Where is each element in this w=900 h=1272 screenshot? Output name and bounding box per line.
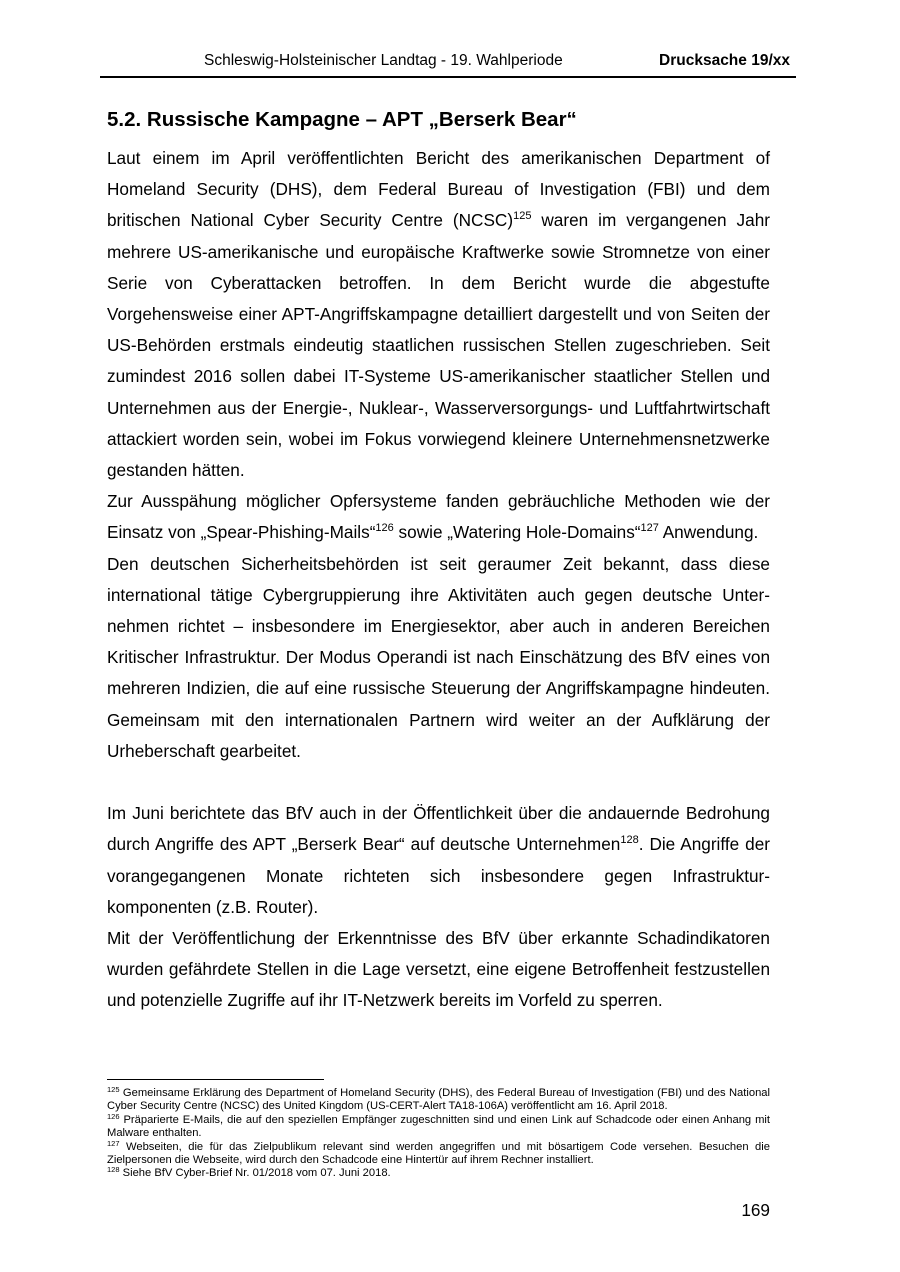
paragraph-4-text-b: . Die Angriffe der vorangegangenen Monate richteten sich insbesondere gegen Infrastruktur-komponenten (z.B. Router). [107,834,770,917]
paragraph-1-text-a: Laut einem im April veröffentlichten Bericht des amerikanischen Department of Homeland Security (DHS), dem Federal Bureau of Investigation (FBI) und dem britischen National Cyber Security Centre (NCSC) [107,148,770,231]
footnote-125 [107,1087,770,1114]
paragraph-2 [107,486,770,548]
footnote-text: Gemeinsame Erklärung des Department of Homeland Security (DHS), des Federal Bureau of Investigation (FBI) und des National Cyber Security Centre (NCSC) des United Kingdom (US-CERT-Alert TA18-106A) veröffentlicht am 16. April 2018. [107,1087,770,1113]
footnotes [107,1087,770,1181]
paragraph-3: Den deutschen Sicherheitsbehörden ist seit geraumer Zeit bekannt, dass diese international tätige Cybergruppierung ihre Aktivitäten auch gegen deutsche Unternehmen richtet – insbesondere im Energiesektor, aber auch in anderen Bereichen Kritischer Infrastruktur. Der Modus Operandi ist nach Einschätzung des BfV eines von mehreren Indizien, die auf eine russische Steuerung der Angriffskampagne hindeuten. Gemeinsam mit den internationalen Partnern wird weiter an der Aufklärung der Urheberschaft gearbeitet. [107,553,770,761]
footnote-126 [107,1111,770,1141]
footnote-text: Siehe BfV Cyber-Brief Nr. 01/2018 vom 07. Juni 2018. [119,1167,391,1180]
body-text [107,143,770,1017]
section-heading: 5.2. Russische Kampagne – APT „Berserk Bear“ [107,108,577,131]
footnote-number: 127 [107,1138,120,1148]
paragraph-1-text-b: waren im vergangenen Jahr mehrere US-amerikanische und europäische Kraftwerke sowie Stromnetze von einer Serie von Cyberattacken betroffen. In dem Bericht wurde die abgestufte Vorgehensweise einer APT-Angriffskampagne detailliert dargestellt und von Seiten der US-Behörden erstmals eindeutig staatlichen russischen Stellen zugeschrieben. Seit zumindest 2016 sollen dabei IT-Systeme US-amerikanischer staatlicher Stellen und Unternehmen aus der Energie-, Nuklear-, Wasserversorgungs- und Luftfahrtwirtschaft attackiert worden sein, wobei im Fokus vorwiegend kleinere Unternehmensnetzwerke gestanden hätten. [107,210,770,481]
document-number: Drucksache 19/xx [659,52,790,69]
footnote-ref-126[interactable]: 126 [375,522,394,535]
footnote-number: 126 [107,1111,120,1121]
paragraph-2-text-c: Anwendung. [658,522,759,543]
footnote-ref-128[interactable]: 128 [620,834,639,847]
footnote-text: Webseiten, die für das Zielpublikum relevant sind werden angegriffen und mit bösartigem Code versehen. Besuchen die Zielpersonen die Webseite, wird durch den Schadcode eine Hintertür auf ihrem Rechner installiert. [107,1140,770,1167]
footnote-128 [107,1167,770,1180]
footnote-ref-125[interactable]: 125 [513,210,532,223]
footnote-ref-127[interactable]: 127 [640,522,659,535]
paragraph-4 [107,798,770,923]
footnote-text: Präparierte E-Mails, die auf den speziellen Empfänger zugeschnitten sind und einen Link auf Schadcode oder einen Anhang mit Malware enthalten. [107,1113,770,1140]
paragraph-2-text-b: sowie „Watering Hole-Domains“ [393,522,641,543]
footnote-number: 128 [107,1165,120,1175]
footnote-127 [107,1138,770,1168]
header-title: Schleswig-Holsteinischer Landtag - 19. Wahlperiode [204,52,563,69]
footnote-number: 125 [107,1085,120,1094]
paragraph-2-text-a: Zur Ausspähung möglicher Opfersysteme fanden gebräuchliche Methoden wie der Einsatz von „Spear-Phishing-Mails“ [107,491,770,543]
paragraph-1 [107,143,770,486]
footnote-divider [107,1079,324,1080]
page-number: 169 [741,1200,770,1220]
paragraph-5: Mit der Veröffentlichung der Erkenntnisse des BfV über erkannte Schadindikatoren wurden gefährdete Stellen in die Lage versetzt, eine eigene Betroffenheit festzustellen und potenzielle Zugriffe auf ihr IT-Netzwerk bereits im Vorfeld zu sperren. [107,928,770,1011]
page-header [100,52,796,78]
paragraph-4-text-a: Im Juni berichtete das BfV auch in der Öffentlichkeit über die andauernde Bedrohung durch Angriffe des APT „Berserk Bear“ auf deutsche Unternehmen [107,803,770,855]
